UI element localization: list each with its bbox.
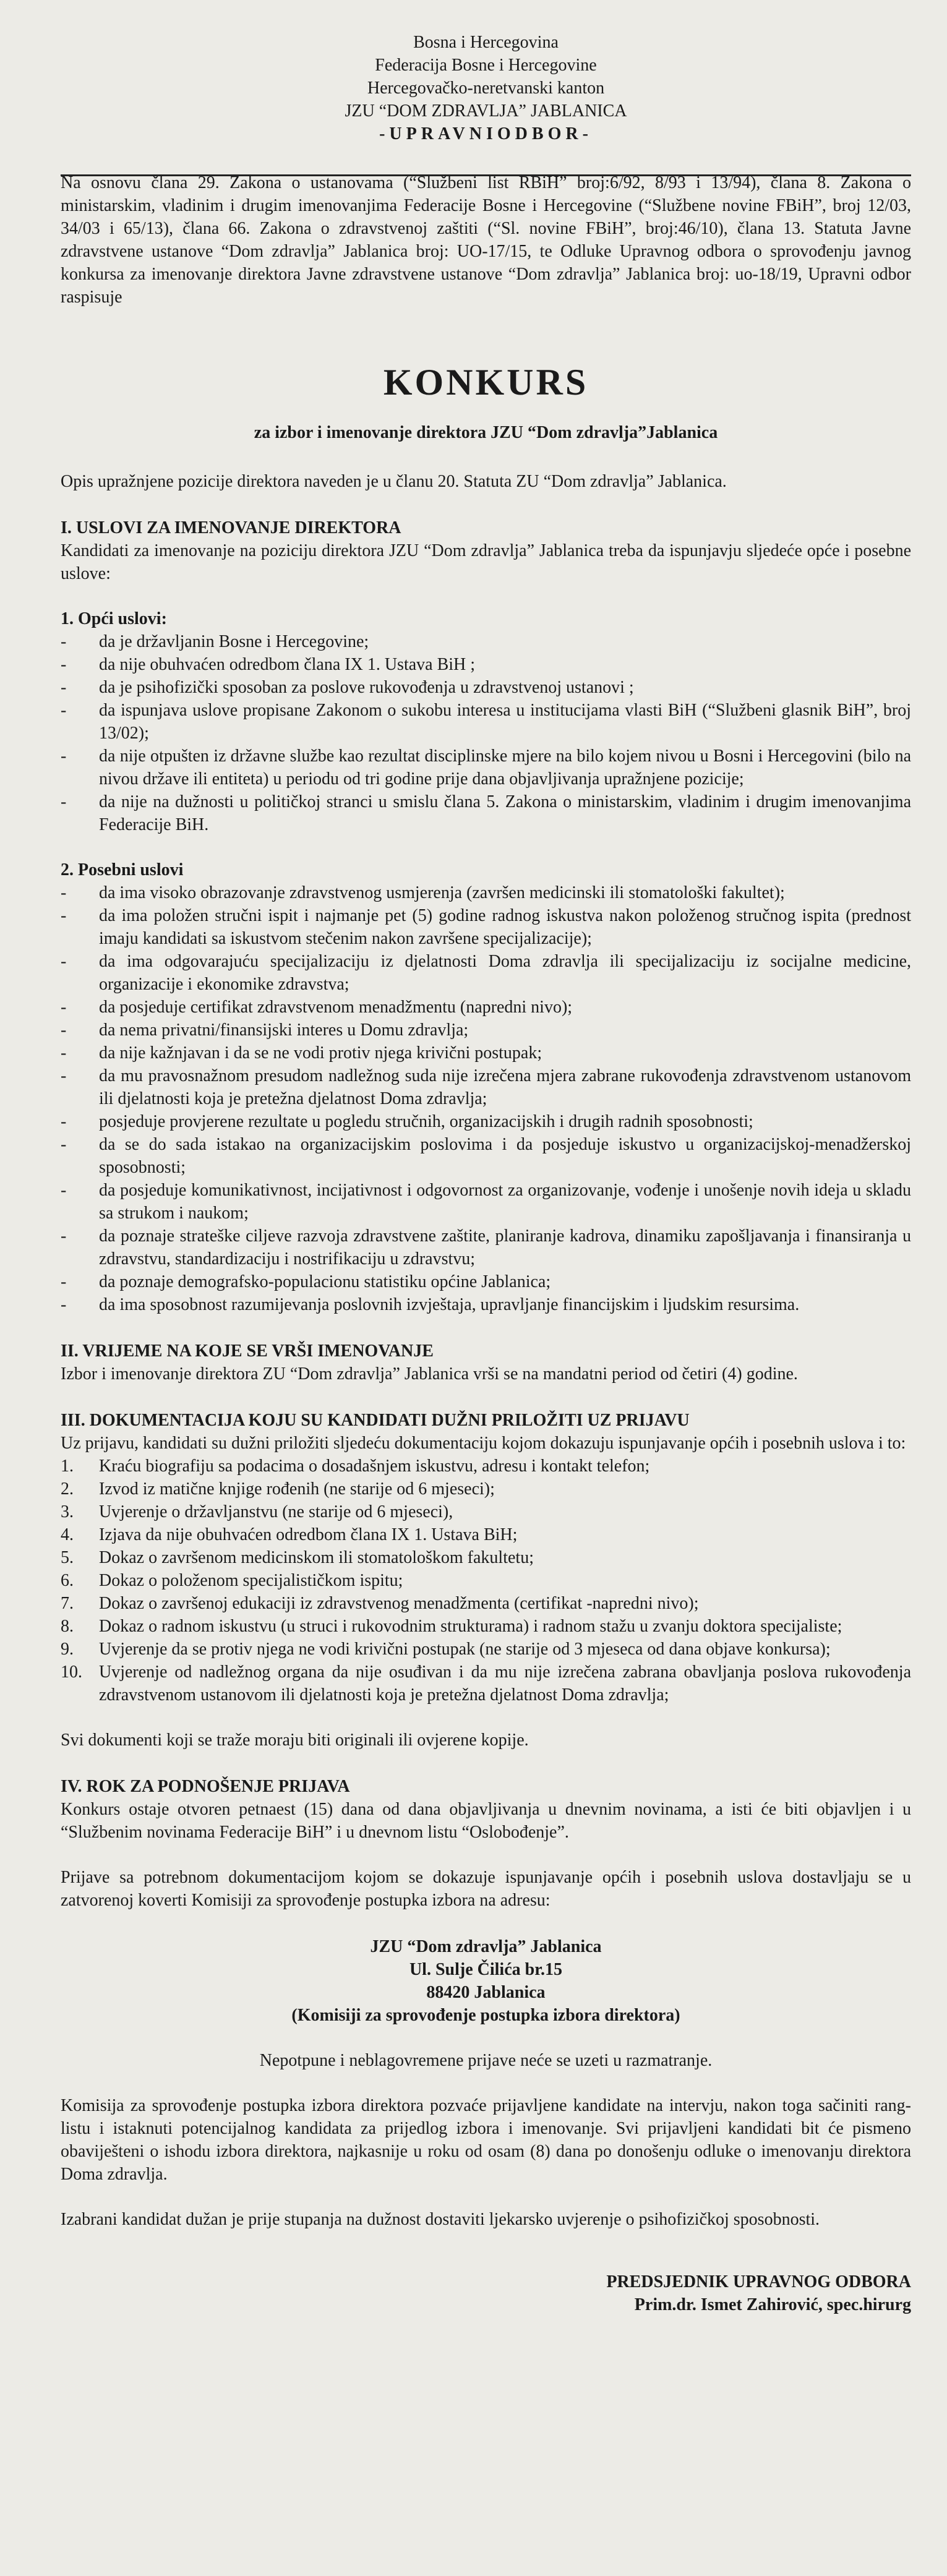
list-item xyxy=(61,1661,911,1706)
list-item-text: Uvjerenje da se protiv njega ne vodi krivični postupak (ne starije od 3 mjeseca od dana objave konkursa); xyxy=(99,1640,831,1659)
list-item: - da nije otpušten iz državne službe kao rezultat disciplinske mjere na bilo kojem nivou u Bosni i Hercegovini (bilo na nivou države ili entiteta) u periodu od tri godine prije dana objavljivanja upražnjene pozicije; xyxy=(61,745,911,790)
list-item xyxy=(61,1455,911,1478)
header-board: -UPRAVNIODBOR- xyxy=(379,124,593,143)
list-item-text: Dokaz o radnom iskustvu (u struci i rukovodnim strukturama) i radnom stažu u zvanju doktora specijaliste; xyxy=(99,1617,842,1636)
address-institution: JZU “Dom zdravlja” Jablanica xyxy=(370,1937,602,1956)
list-item-number: 3. xyxy=(61,1502,74,1521)
list-item-text: Dokaz o završenoj edukaciji iz zdravstvenog menadžmenta (certifikat -napredni nivo); xyxy=(99,1594,699,1613)
list-item: - da ima visoko obrazovanje zdravstvenog usmjerenja (završen medicinski ili stomatološki fakultet); xyxy=(61,881,911,904)
list-item xyxy=(61,1569,911,1592)
list-item: - da se do sada istakao na organizacijskim poslovima i da posjeduje iskustvo u organizacijskoj-menadžerskoj sposobnosti; xyxy=(61,1133,911,1179)
list-item: - da ima odgovarajuću specijalizaciju iz djelatnosti Doma zdravlja ili specijalizaciju iz socijalne medicine, organizacije i ekonomike zdravstva; xyxy=(61,950,911,996)
section1-heading: I. USLOVI ZA IMENOVANJE DIREKTORA xyxy=(61,518,401,537)
intro-paragraph: Na osnovu člana 29. Zakona o ustanovama (“Službeni list RBiH” broj:6/92, 8/93 i 13/94), člana 8. Zakona o ministarskim, vladinim i drugim imenovanjima Federacije Bosne i Hercegovine (“Službene novine FBiH”, broj 12/03, 34/03 i 65/13), člana 66. Zakona o zdravstvenoj zaštiti (“Sl. novine FBiH”, broj:46/10), člana 13. Statuta Javne zdravstvene ustanove “Dom zdravlja” Jablanica broj: UO-17/15, te Odluke Upravnog odbora o sprovođenju javnog konkursa za imenovanje direktora Javne zdravstvene ustanove “Dom zdravlja” Jablanica broj: uo-18/19, Upravni odbor raspisuje xyxy=(61,173,911,307)
list-item: - da poznaje strateške ciljeve razvoja zdravstvene zaštite, planiranje kadrova, dinamiku zapošljavanja i finansiranja u zdravstvu, standardizaciju i nostrifikaciju u zdravstvu; xyxy=(61,1225,911,1270)
special-conditions-heading: 2. Posebni uslovi xyxy=(61,860,184,879)
section2-heading: II. VRIJEME NA KOJE SE VRŠI IMENOVANJE xyxy=(61,1341,434,1361)
list-item-text: Uvjerenje o državljanstvu (ne starije od 6 mjeseci), xyxy=(99,1502,453,1521)
address-recipient: (Komisiji za sprovođenje postupka izbora direktora) xyxy=(291,2006,680,2025)
list-item: - da je državljanin Bosne i Hercegovine; xyxy=(61,630,911,653)
general-conditions-heading: 1. Opći uslovi: xyxy=(61,609,167,628)
signature-name: Prim.dr. Ismet Zahirović, spec.hirurg xyxy=(634,2295,911,2314)
list-item xyxy=(61,1638,911,1661)
incomplete-applications-note: Nepotpune i neblagovremene prijave neće se uzeti u razmatranje. xyxy=(259,2051,713,2070)
special-conditions-list xyxy=(61,881,911,1316)
section2-text: Izbor i imenovanje direktora ZU “Dom zdravlja” Jablanica vrši se na mandatni period od četiri (4) godine. xyxy=(61,1364,798,1384)
list-item xyxy=(61,1592,911,1615)
document-header xyxy=(61,31,911,145)
documents-note: Svi dokumenti koji se traže moraju biti originali ili ovjerene kopije. xyxy=(61,1731,529,1750)
documents-list xyxy=(61,1455,911,1706)
list-item: - da nije na dužnosti u političkoj stranci u smislu člana 5. Zakona o ministarskim, vladinim i drugim imenovanjima Federacije BiH. xyxy=(61,790,911,836)
header-institution: JZU “DOM ZDRAVLJA” JABLANICA xyxy=(345,101,627,121)
list-item-number: 4. xyxy=(61,1525,74,1544)
list-item-text: Dokaz o završenom medicinskom ili stomatološkom fakultetu; xyxy=(99,1548,534,1567)
section4-heading: IV. ROK ZA PODNOŠENJE PRIJAVA xyxy=(61,1777,350,1796)
list-item-text: Kraću biografiju sa podacima o dosadašnjem iskustvu, adresu i kontakt telefon; xyxy=(99,1457,650,1476)
list-item-number: 7. xyxy=(61,1594,74,1613)
list-item: - da nema privatni/finansijski interes u Domu zdravlja; xyxy=(61,1019,911,1042)
list-item-number: 10. xyxy=(61,1662,82,1682)
list-item: - da ima položen stručni ispit i najmanje pet (5) godine radnog iskustva nakon položenog stručnog ispita (prednost imaju kandidati sa iskustvom stečenim nakon završene specijalizacije); xyxy=(61,904,911,950)
list-item: - da mu pravosnažnom presudom nadležnog suda nije izrečena mjera zabrane rukovođenja zdravstvenom ustanovom ili djelatnosti koja je pretežna djelatnost Doma zdravlja; xyxy=(61,1064,911,1110)
list-item: - da posjeduje komunikativnost, incijativnost i odgovornost za organizovanje, vođenje i unošenje novih ideja u skladu sa strukom i naukom; xyxy=(61,1179,911,1225)
list-item-text: Dokaz o položenom specijalističkom ispitu; xyxy=(99,1571,403,1590)
commission-paragraph: Komisija za sprovođenje postupka izbora direktora pozvaće prijavljene kandidate na intervju, nakon toga sačiniti rang-listu i istaknuti potencijalnog kandidata za prijedlog izbora i imenovanje. Svi prijavljeni kandidati bit će pismeno obaviješteni o ishodu izbora direktora, najkasnije u roku od osam (8) dana po donošenju odluke o imenovanju direktora Doma zdravlja. xyxy=(61,2096,911,2184)
submission-address xyxy=(61,1935,911,2027)
position-description: Opis upražnjene pozicije direktora naveden je u članu 20. Statuta ZU “Dom zdravlja” Jablanica. xyxy=(61,472,727,491)
section3-text: Uz prijavu, kandidati su dužni priložiti sljedeću dokumentaciju kojom dokazuju ispunjavanje općih i posebnih uslova i to: xyxy=(61,1434,906,1453)
header-federation: Federacija Bosne i Hercegovine xyxy=(375,56,597,75)
list-item: - da poznaje demografsko-populacionu statistiku općine Jablanica; xyxy=(61,1270,911,1293)
header-country: Bosna i Hercegovina xyxy=(413,33,559,52)
list-item: - da posjeduje certifikat zdravstvenom menadžmentu (napredni nivo); xyxy=(61,996,911,1019)
general-conditions-list xyxy=(61,630,911,836)
signature-title: PREDSJEDNIK UPRAVNOG ODBORA xyxy=(606,2272,911,2291)
address-city: 88420 Jablanica xyxy=(426,1983,546,2002)
document-content xyxy=(61,31,911,2316)
selected-candidate-paragraph: Izabrani kandidat dužan je prije stupanja na dužnost dostaviti ljekarsko uvjerenje o psihofizičkoj sposobnosti. xyxy=(61,2210,820,2229)
list-item-text: Uvjerenje od nadležnog organa da nije osuđivan i da mu nije izrečena zabrana obavljanja poslova rukovođenja zdravstvenom ustanovom ili djelatnosti koja je pretežna djelatnost Doma zdravlja; xyxy=(99,1662,911,1705)
list-item xyxy=(61,1478,911,1500)
list-item: - da ispunjava uslove propisane Zakonom o sukobu interesa u institucijama vlasti BiH (“Službeni glasnik BiH”, broj 13/02); xyxy=(61,699,911,745)
section3-heading: III. DOKUMENTACIJA KOJU SU KANDIDATI DUŽNI PRILOŽITI UZ PRIJAVU xyxy=(61,1411,690,1430)
list-item xyxy=(61,1546,911,1569)
list-item-text: Izjava da nije obuhvaćen odredbom člana IX 1. Ustava BiH; xyxy=(99,1525,518,1544)
list-item-number: 5. xyxy=(61,1548,74,1567)
section4-text1: Konkurs ostaje otvoren petnaest (15) dana od dana objavljivanja u dnevnim novinama, a isti će biti objavljen i u “Službenim novinama Federacije BiH” i u dnevnom listu “Oslobođenje”. xyxy=(61,1800,911,1842)
list-item xyxy=(61,1615,911,1638)
list-item xyxy=(61,1523,911,1546)
list-item xyxy=(61,1500,911,1523)
list-item-text: Izvod iz matične knjige rođenih (ne starije od 6 mjeseci); xyxy=(99,1479,495,1499)
document-title: KONKURS xyxy=(383,362,589,403)
section4-text2: Prijave sa potrebnom dokumentacijom kojom se dokazuje ispunjavanje općih i posebnih uslova dostavljaju se u zatvorenoj koverti Komisiji za sprovođenje postupka izbora na adresu: xyxy=(61,1868,911,1910)
header-canton: Hercegovačko-neretvanski kanton xyxy=(367,79,605,98)
list-item-number: 8. xyxy=(61,1617,74,1636)
signature-block xyxy=(61,2270,911,2316)
address-street: Ul. Sulje Čilića br.15 xyxy=(409,1960,563,1979)
list-item-number: 1. xyxy=(61,1457,74,1476)
document-subtitle: za izbor i imenovanje direktora JZU “Dom zdravlja”Jablanica xyxy=(254,423,718,442)
list-item-number: 6. xyxy=(61,1571,74,1590)
list-item-number: 2. xyxy=(61,1479,74,1499)
list-item: - da je psihofizički sposoban za poslove rukovođenja u zdravstvenoj ustanovi ; xyxy=(61,676,911,699)
list-item-number: 9. xyxy=(61,1640,74,1659)
list-item: - posjeduje provjerene rezultate u pogledu stručnih, organizacijskih i drugih radnih sposobnosti; xyxy=(61,1110,911,1133)
list-item: - da nije obuhvaćen odredbom člana IX 1. Ustava BiH ; xyxy=(61,653,911,676)
list-item: - da nije kažnjavan i da se ne vodi protiv njega krivični postupak; xyxy=(61,1042,911,1064)
section1-text: Kandidati za imenovanje na poziciju direktora JZU “Dom zdravlja” Jablanica treba da ispunjavju sljedeće opće i posebne uslove: xyxy=(61,541,911,583)
list-item: - da ima sposobnost razumijevanja poslovnih izvještaja, upravljanje financijskim i ljudskim resursima. xyxy=(61,1293,911,1316)
